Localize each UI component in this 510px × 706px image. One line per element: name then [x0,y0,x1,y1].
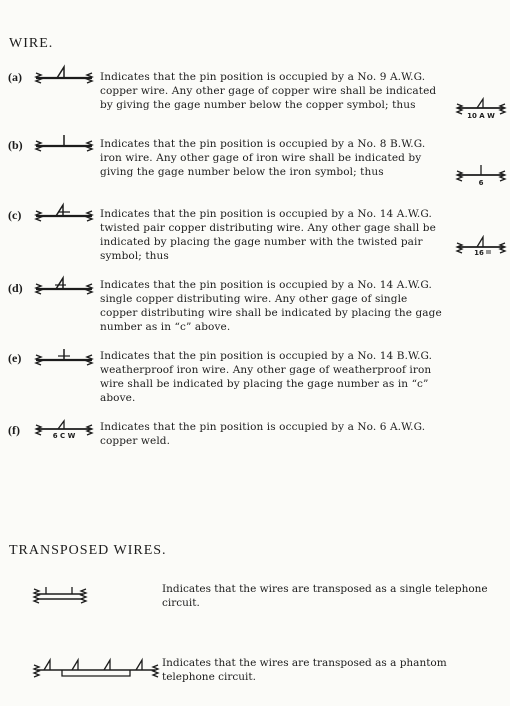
section-heading-transposed: TRANSPOSED WIRES. [9,543,167,558]
item-letter-f: (f) [8,423,20,437]
item-text-b: Indicates that the pin position is occupied by a No. 8 B.W.G. iron wire. Any other gage of iron wire shall be indicated by giving the gage number below the iron symbol; thus [100,138,426,178]
gage-label-f: 6 C W [52,432,76,440]
item-text-a: Indicates that the pin position is occupied by a No. 9 A.W.G. copper wire. Any other gage of copper wire shall be indicated by giving the gage number below the copper symbol; thus [100,71,437,111]
section-heading-wire: WIRE. [9,36,54,51]
item-letter-c: (c) [8,208,22,222]
item-text-e: Indicates that the pin position is occupied by a No. 14 B.W.G. weatherproof iron wire. Any other gage of weatherproof iron wire shall be indicated by placing the gage number as in “c” above. [100,350,433,404]
item-letter-e: (e) [8,351,22,365]
item-letter-a: (a) [8,70,22,84]
iron-wire-symbol [34,132,94,156]
gage-label-a: 10 A W [467,112,495,120]
item-text-c: Indicates that the pin position is occupied by a No. 14 A.W.G. twisted pair copper distributing wire. Any other gage shall be indicated by placing the gage number with the twisted pair symbol; thus [100,208,436,262]
transposed-text-phantom: Indicates that the wires are transposed as a phantom telephone circuit. [162,657,447,683]
iron-wire-gage-example [455,163,507,189]
twisted-pair-gage-example [455,235,507,259]
copper-wire-symbol [34,64,94,88]
transposed-text-single: Indicates that the wires are transposed as a single telephone circuit. [162,583,488,609]
copper-weld-symbol [34,419,94,443]
copper-wire-gage-example [455,97,507,121]
single-copper-distributing-symbol [34,275,94,299]
gage-label-b: 6 [478,179,484,187]
twisted-pair-symbol [34,202,94,226]
item-letter-d: (d) [8,281,23,295]
single-transposition-symbol [32,583,88,609]
item-text-d: Indicates that the pin position is occupied by a No. 14 A.W.G. single copper distributing wire. Any other gage of single copper distributing wire shall be indicated by placing the gage number as in “c” above. [100,279,442,333]
item-letter-b: (b) [8,138,23,152]
phantom-transposition-symbol [32,655,162,685]
weatherproof-iron-wire-symbol [34,346,94,370]
gage-label-c: 16 [474,249,484,257]
item-text-f: Indicates that the pin position is occupied by a No. 6 A.W.G. copper weld. [100,421,426,447]
